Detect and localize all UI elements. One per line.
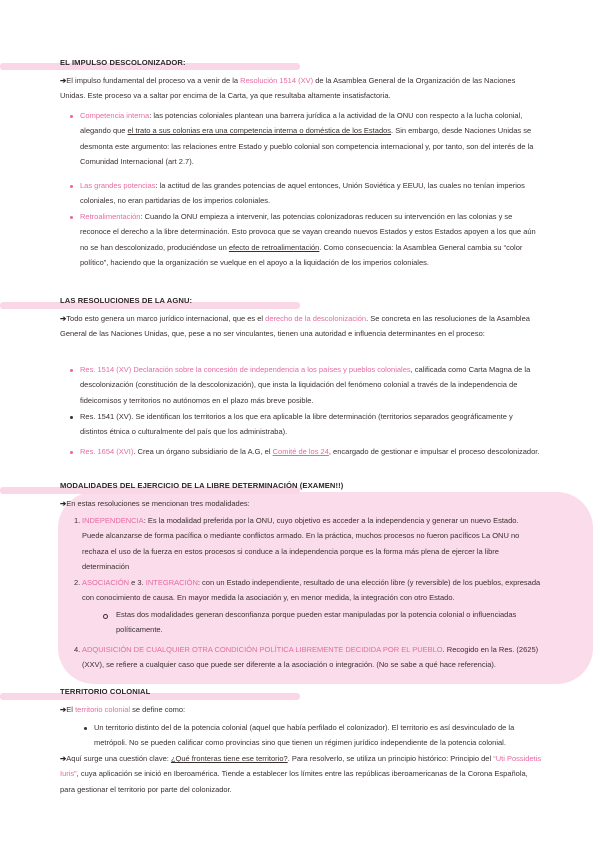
item-otra-condicion: ADQUISICIÓN DE CUALQUIER OTRA CONDICIÓN POLÍTICA LIBREMENTE DECIDIDA POR EL PUEBLO. Recogido en la Res. (2625) (XXV), se refiere a cualquier caso que puede ser diferente a la asociación o integración. (No se sabe a qué hace referencia). xyxy=(82,645,539,670)
bullet-res-1654: Res. 1654 (XVI). Crea un órgano subsidiario de la A.G, el Comité de los 24, encargado de gestionar e impulsar el proceso descolonizador. xyxy=(80,447,540,456)
section-heading-impulso: EL IMPULSO DESCOLONIZADOR: xyxy=(60,58,186,67)
item-independencia: INDEPENDENCIA: Es la modalidad preferida por la ONU, cuyo objetivo es acceder a la independencia y generar un nuevo Estado. Puede alcanzarse de forma pacífica o mediante conflictos armado. En la práctica, muchos procesos no fueron pacíficos La ONU no rechaza el uso de la fuerza en estos procesos si conduce a la independencia porque es la forma más plena de ejercer la libre determinación xyxy=(82,516,520,572)
sub-bullet-icon xyxy=(103,614,108,619)
arrow-icon: ➔ xyxy=(60,314,67,323)
item-asociacion-integracion: ASOCIACIÓN e 3. INTEGRACIÓN: con un Estado independiente, resultado de una elección libre (y reversible) de los pueblos, expresada con conocimiento de causa. En mayor medida la asociación y, en menor medida, la integración con otro Estado. xyxy=(82,578,541,603)
list-number: 4. xyxy=(74,645,81,654)
bullet-competencia-interna: Competencia interna: las potencias coloniales plantean una barrera jurídica a la actividad de la ONU con respecto a la lucha colonial, alegando que el trato a sus colonias era una competencia interna o doméstica de los Estados. Sin embargo, desde Naciones Unidas se desmonta este argumento: las relaciones entre Estado y pueblo colonial son competencia internacional y, por tanto, son del interés de la Comunidad Internacional (art 2.7). xyxy=(80,111,534,167)
arrow-icon: ➔ xyxy=(60,705,67,714)
paragraph-modalidades-intro: ➔En estas resoluciones se mencionan tres modalidades: xyxy=(60,499,250,508)
bullet-icon xyxy=(70,416,73,419)
section-heading-resoluciones: LAS RESOLUCIONES DE LA AGNU: xyxy=(60,296,193,305)
bullet-icon xyxy=(70,451,73,454)
arrow-icon: ➔ xyxy=(60,76,67,85)
bullet-grandes-potencias: Las grandes potencias: la actitud de las grandes potencias de aquel entonces, Unión Soviética y EEUU, las cuales no tenían imperios coloniales, no eran partidarias de los imperios coloniales. xyxy=(80,181,525,206)
bullet-retroalimentacion: Retroalimentación: Cuando la ONU empieza a intervenir, las potencias colonizadoras reducen su intervención en las colonias y se reconoce el derecho a la libre determinación. Esto provoca que se vayan creando nuevos Estados y estos Estados apoyen a los que aún no se han descolonizado, produciéndose un efecto de retroalimentación. Como consecuencia: la Asamblea General cambia su “color político”, haciendo que la organización se vuelque en el apoyo a la liquidación de los imperios coloniales. xyxy=(80,212,536,268)
bullet-icon xyxy=(70,369,73,372)
bullet-territorio-definicion: Un territorio distinto del de la potencia colonial (aquel que había perfilado el colonizador). El territorio es así desvinculado de la metrópoli. No se pueden calificar como provincias sino que tienen un régimen jurídico independiente de la potencia colonial. xyxy=(94,723,515,748)
highlight-resolucion-1514: Resolución 1514 (XV) xyxy=(240,76,314,85)
subitem-desconfianza: Estas dos modalidades generan desconfianza porque pueden estar manipuladas por la potencia colonial o influenciadas políticamente. xyxy=(116,610,517,635)
list-number: 1. xyxy=(74,516,81,525)
bullet-res-1514: Res. 1514 (XV) Declaración sobre la concesión de independencia a los países y pueblos coloniales, calificada como Carta Magna de la descolonización (constitución de la descolonización), que insta la liquidación del fenómeno colonial a través de la independencia de fideicomisos y territorios no autónomos en el plazo más breve posible. xyxy=(80,365,531,405)
section-heading-territorio: TERRITORIO COLONIAL xyxy=(60,687,151,696)
bullet-res-1541: Res. 1541 (XV). Se identifican los territorios a los que era aplicable la libre determinación (territorios separados geográficamente y distintos étnica o culturalmente del país que los administraba). xyxy=(80,412,513,437)
bullet-icon xyxy=(70,115,73,118)
paragraph-fronteras: ➔Aquí surge una cuestión clave: ¿Qué fronteras tiene ese territorio?. Para resolverlo, se utiliza un principio histórico: Principio del “Uti Possidetis Iuris”, cuya aplicación se inició en Iberoamérica. Tiende a establecer los límites entre las repúblicas iberoamericanas de la Corona Española, para gestionar el territorio por parte del colonizador. xyxy=(60,754,542,794)
bullet-icon xyxy=(84,727,87,730)
arrow-icon: ➔ xyxy=(60,754,67,763)
bullet-icon xyxy=(70,185,73,188)
section-heading-modalidades: MODALIDADES DEL EJERCICIO DE LA LIBRE DETERMINACIÓN (EXAMEN!!) xyxy=(60,481,344,490)
paragraph-territorio-intro: ➔El territorio colonial se define como: xyxy=(60,705,186,714)
arrow-icon: ➔ xyxy=(60,499,67,508)
bullet-icon xyxy=(70,216,73,219)
paragraph-impulso-intro: ➔El impulso fundamental del proceso va a venir de la Resolución 1514 (XV) de la Asamblea General de la Organización de las Naciones Unidas. Este proceso va a saltar por encima de la Carta, ya que resultaba altamente insatisfactoria. xyxy=(60,76,516,101)
paragraph-resoluciones-intro: ➔Todo esto genera un marco jurídico internacional, que es el derecho de la descolonización. Se concreta en las resoluciones de la Asamblea General de las Naciones Unidas, que, pese a no ser vinculantes, tienen una autoridad e influencia determinantes en el proceso: xyxy=(60,314,530,339)
list-number: 2. xyxy=(74,578,81,587)
